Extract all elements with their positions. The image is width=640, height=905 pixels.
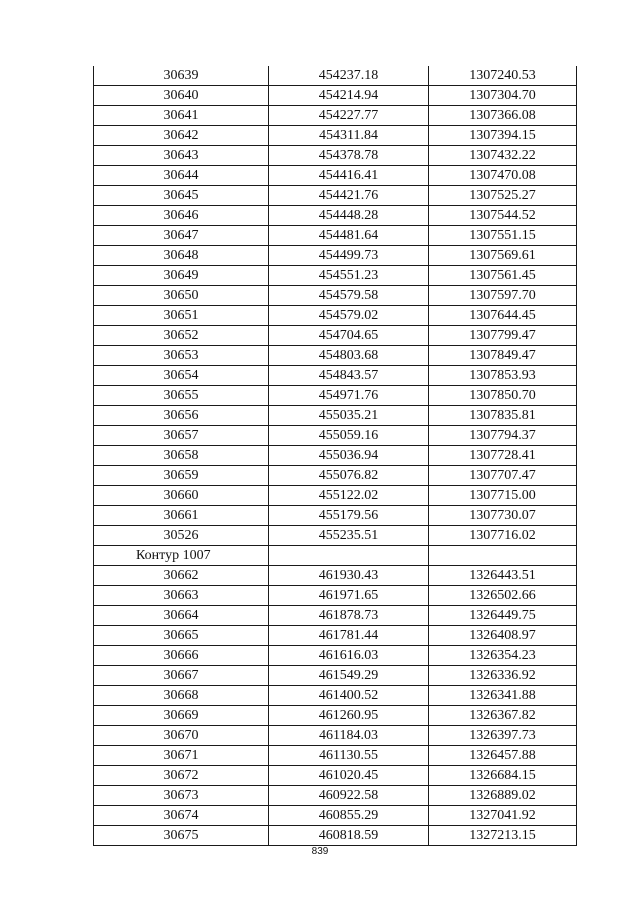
y-coordinate-cell: 1307432.22	[429, 146, 577, 166]
x-coordinate-cell: 454579.58	[269, 286, 429, 306]
y-coordinate-cell: 1326367.82	[429, 706, 577, 726]
x-coordinate-cell: 454416.41	[269, 166, 429, 186]
table-row	[94, 286, 577, 306]
x-coordinate-cell: 455059.16	[269, 426, 429, 446]
point-number-cell: 30658	[94, 446, 269, 466]
y-coordinate-cell: 1307644.45	[429, 306, 577, 326]
table-row	[94, 766, 577, 786]
point-number-cell: 30526	[94, 526, 269, 546]
x-coordinate-cell: 454579.02	[269, 306, 429, 326]
point-number-cell: 30666	[94, 646, 269, 666]
y-coordinate-cell: 1307304.70	[429, 86, 577, 106]
x-coordinate-cell: 460855.29	[269, 806, 429, 826]
point-number-cell: 30662	[94, 566, 269, 586]
y-coordinate-cell: 1326336.92	[429, 666, 577, 686]
y-coordinate-cell: 1326354.23	[429, 646, 577, 666]
x-coordinate-cell: 461400.52	[269, 686, 429, 706]
y-coordinate-cell: 1326443.51	[429, 566, 577, 586]
point-number-cell: 30641	[94, 106, 269, 126]
x-coordinate-cell: 454237.18	[269, 66, 429, 86]
section-label: Контур 1007	[94, 546, 269, 566]
point-number-cell: 30655	[94, 386, 269, 406]
x-coordinate-cell: 460818.59	[269, 826, 429, 846]
table-row	[94, 506, 577, 526]
page-number: 839	[311, 846, 329, 857]
point-number-cell: 30660	[94, 486, 269, 506]
table-row	[94, 166, 577, 186]
point-number-cell: 30654	[94, 366, 269, 386]
x-coordinate-cell: 455035.21	[269, 406, 429, 426]
point-number-cell: 30669	[94, 706, 269, 726]
table-row	[94, 786, 577, 806]
point-number-cell: 30647	[94, 226, 269, 246]
table-row	[94, 66, 577, 86]
table-row	[94, 826, 577, 846]
point-number-cell: 30665	[94, 626, 269, 646]
y-coordinate-cell: 1326397.73	[429, 726, 577, 746]
point-number-cell: 30675	[94, 826, 269, 846]
y-coordinate-cell: 1307730.07	[429, 506, 577, 526]
x-coordinate-cell: 455235.51	[269, 526, 429, 546]
table-row	[94, 666, 577, 686]
table-row	[94, 526, 577, 546]
point-number-cell: 30659	[94, 466, 269, 486]
table-row	[94, 746, 577, 766]
table-row	[94, 106, 577, 126]
x-coordinate-cell: 454448.28	[269, 206, 429, 226]
table-row	[94, 386, 577, 406]
x-coordinate-cell: 460922.58	[269, 786, 429, 806]
point-number-cell: 30643	[94, 146, 269, 166]
point-number-cell: 30657	[94, 426, 269, 446]
point-number-cell: 30646	[94, 206, 269, 226]
table-row	[94, 366, 577, 386]
point-number-cell: 30651	[94, 306, 269, 326]
table-row	[94, 706, 577, 726]
empty-cell	[429, 546, 577, 566]
x-coordinate-cell: 455122.02	[269, 486, 429, 506]
x-coordinate-cell: 461130.55	[269, 746, 429, 766]
table-row	[94, 626, 577, 646]
point-number-cell: 30648	[94, 246, 269, 266]
y-coordinate-cell: 1307853.93	[429, 366, 577, 386]
point-number-cell: 30663	[94, 586, 269, 606]
point-number-cell: 30650	[94, 286, 269, 306]
y-coordinate-cell: 1307394.15	[429, 126, 577, 146]
x-coordinate-cell: 461971.65	[269, 586, 429, 606]
y-coordinate-cell: 1326889.02	[429, 786, 577, 806]
point-number-cell: 30661	[94, 506, 269, 526]
y-coordinate-cell: 1326502.66	[429, 586, 577, 606]
point-number-cell: 30672	[94, 766, 269, 786]
y-coordinate-cell: 1307794.37	[429, 426, 577, 446]
y-coordinate-cell: 1307707.47	[429, 466, 577, 486]
table-row	[94, 606, 577, 626]
y-coordinate-cell: 1307849.47	[429, 346, 577, 366]
x-coordinate-cell: 454227.77	[269, 106, 429, 126]
y-coordinate-cell: 1307799.47	[429, 326, 577, 346]
x-coordinate-cell: 454551.23	[269, 266, 429, 286]
table-row	[94, 346, 577, 366]
coordinates-table	[93, 66, 577, 846]
point-number-cell: 30667	[94, 666, 269, 686]
table-row	[94, 426, 577, 446]
x-coordinate-cell: 455036.94	[269, 446, 429, 466]
point-number-cell: 30642	[94, 126, 269, 146]
y-coordinate-cell: 1307544.52	[429, 206, 577, 226]
y-coordinate-cell: 1326341.88	[429, 686, 577, 706]
x-coordinate-cell: 454214.94	[269, 86, 429, 106]
empty-cell	[269, 546, 429, 566]
table-row	[94, 246, 577, 266]
table-row	[94, 306, 577, 326]
x-coordinate-cell: 455179.56	[269, 506, 429, 526]
x-coordinate-cell: 461184.03	[269, 726, 429, 746]
x-coordinate-cell: 455076.82	[269, 466, 429, 486]
point-number-cell: 30664	[94, 606, 269, 626]
point-number-cell: 30656	[94, 406, 269, 426]
x-coordinate-cell: 461549.29	[269, 666, 429, 686]
table-row	[94, 86, 577, 106]
x-coordinate-cell: 461930.43	[269, 566, 429, 586]
y-coordinate-cell: 1326457.88	[429, 746, 577, 766]
x-coordinate-cell: 454421.76	[269, 186, 429, 206]
table-row	[94, 206, 577, 226]
x-coordinate-cell: 454971.76	[269, 386, 429, 406]
y-coordinate-cell: 1307715.00	[429, 486, 577, 506]
y-coordinate-cell: 1326449.75	[429, 606, 577, 626]
table-row	[94, 486, 577, 506]
x-coordinate-cell: 454704.65	[269, 326, 429, 346]
y-coordinate-cell: 1307835.81	[429, 406, 577, 426]
y-coordinate-cell: 1307366.08	[429, 106, 577, 126]
x-coordinate-cell: 454378.78	[269, 146, 429, 166]
x-coordinate-cell: 461020.45	[269, 766, 429, 786]
point-number-cell: 30668	[94, 686, 269, 706]
table-row	[94, 186, 577, 206]
point-number-cell: 30671	[94, 746, 269, 766]
table-row	[94, 466, 577, 486]
y-coordinate-cell: 1307561.45	[429, 266, 577, 286]
point-number-cell: 30644	[94, 166, 269, 186]
x-coordinate-cell: 454481.64	[269, 226, 429, 246]
point-number-cell: 30640	[94, 86, 269, 106]
x-coordinate-cell: 461781.44	[269, 626, 429, 646]
point-number-cell: 30649	[94, 266, 269, 286]
y-coordinate-cell: 1307525.27	[429, 186, 577, 206]
y-coordinate-cell: 1307716.02	[429, 526, 577, 546]
y-coordinate-cell: 1326408.97	[429, 626, 577, 646]
point-number-cell: 30652	[94, 326, 269, 346]
table-row	[94, 266, 577, 286]
table-row	[94, 226, 577, 246]
table-row	[94, 806, 577, 826]
x-coordinate-cell: 454311.84	[269, 126, 429, 146]
y-coordinate-cell: 1307850.70	[429, 386, 577, 406]
x-coordinate-cell: 454803.68	[269, 346, 429, 366]
table-row	[94, 326, 577, 346]
coordinates-sheet	[93, 66, 576, 846]
table-row	[94, 146, 577, 166]
point-number-cell: 30670	[94, 726, 269, 746]
coordinates-table-body	[94, 66, 577, 846]
x-coordinate-cell: 454499.73	[269, 246, 429, 266]
table-row	[94, 566, 577, 586]
table-row	[94, 646, 577, 666]
y-coordinate-cell: 1307597.70	[429, 286, 577, 306]
x-coordinate-cell: 461260.95	[269, 706, 429, 726]
table-row	[94, 726, 577, 746]
point-number-cell: 30674	[94, 806, 269, 826]
x-coordinate-cell: 454843.57	[269, 366, 429, 386]
table-row	[94, 406, 577, 426]
x-coordinate-cell: 461878.73	[269, 606, 429, 626]
table-row	[94, 126, 577, 146]
y-coordinate-cell: 1307551.15	[429, 226, 577, 246]
x-coordinate-cell: 461616.03	[269, 646, 429, 666]
y-coordinate-cell: 1327041.92	[429, 806, 577, 826]
y-coordinate-cell: 1307470.08	[429, 166, 577, 186]
point-number-cell: 30639	[94, 66, 269, 86]
point-number-cell: 30673	[94, 786, 269, 806]
y-coordinate-cell: 1326684.15	[429, 766, 577, 786]
point-number-cell: 30653	[94, 346, 269, 366]
y-coordinate-cell: 1307569.61	[429, 246, 577, 266]
point-number-cell: 30645	[94, 186, 269, 206]
section-header-row	[94, 546, 577, 566]
table-row	[94, 686, 577, 706]
table-row	[94, 586, 577, 606]
y-coordinate-cell: 1307728.41	[429, 446, 577, 466]
y-coordinate-cell: 1327213.15	[429, 826, 577, 846]
table-row	[94, 446, 577, 466]
y-coordinate-cell: 1307240.53	[429, 66, 577, 86]
